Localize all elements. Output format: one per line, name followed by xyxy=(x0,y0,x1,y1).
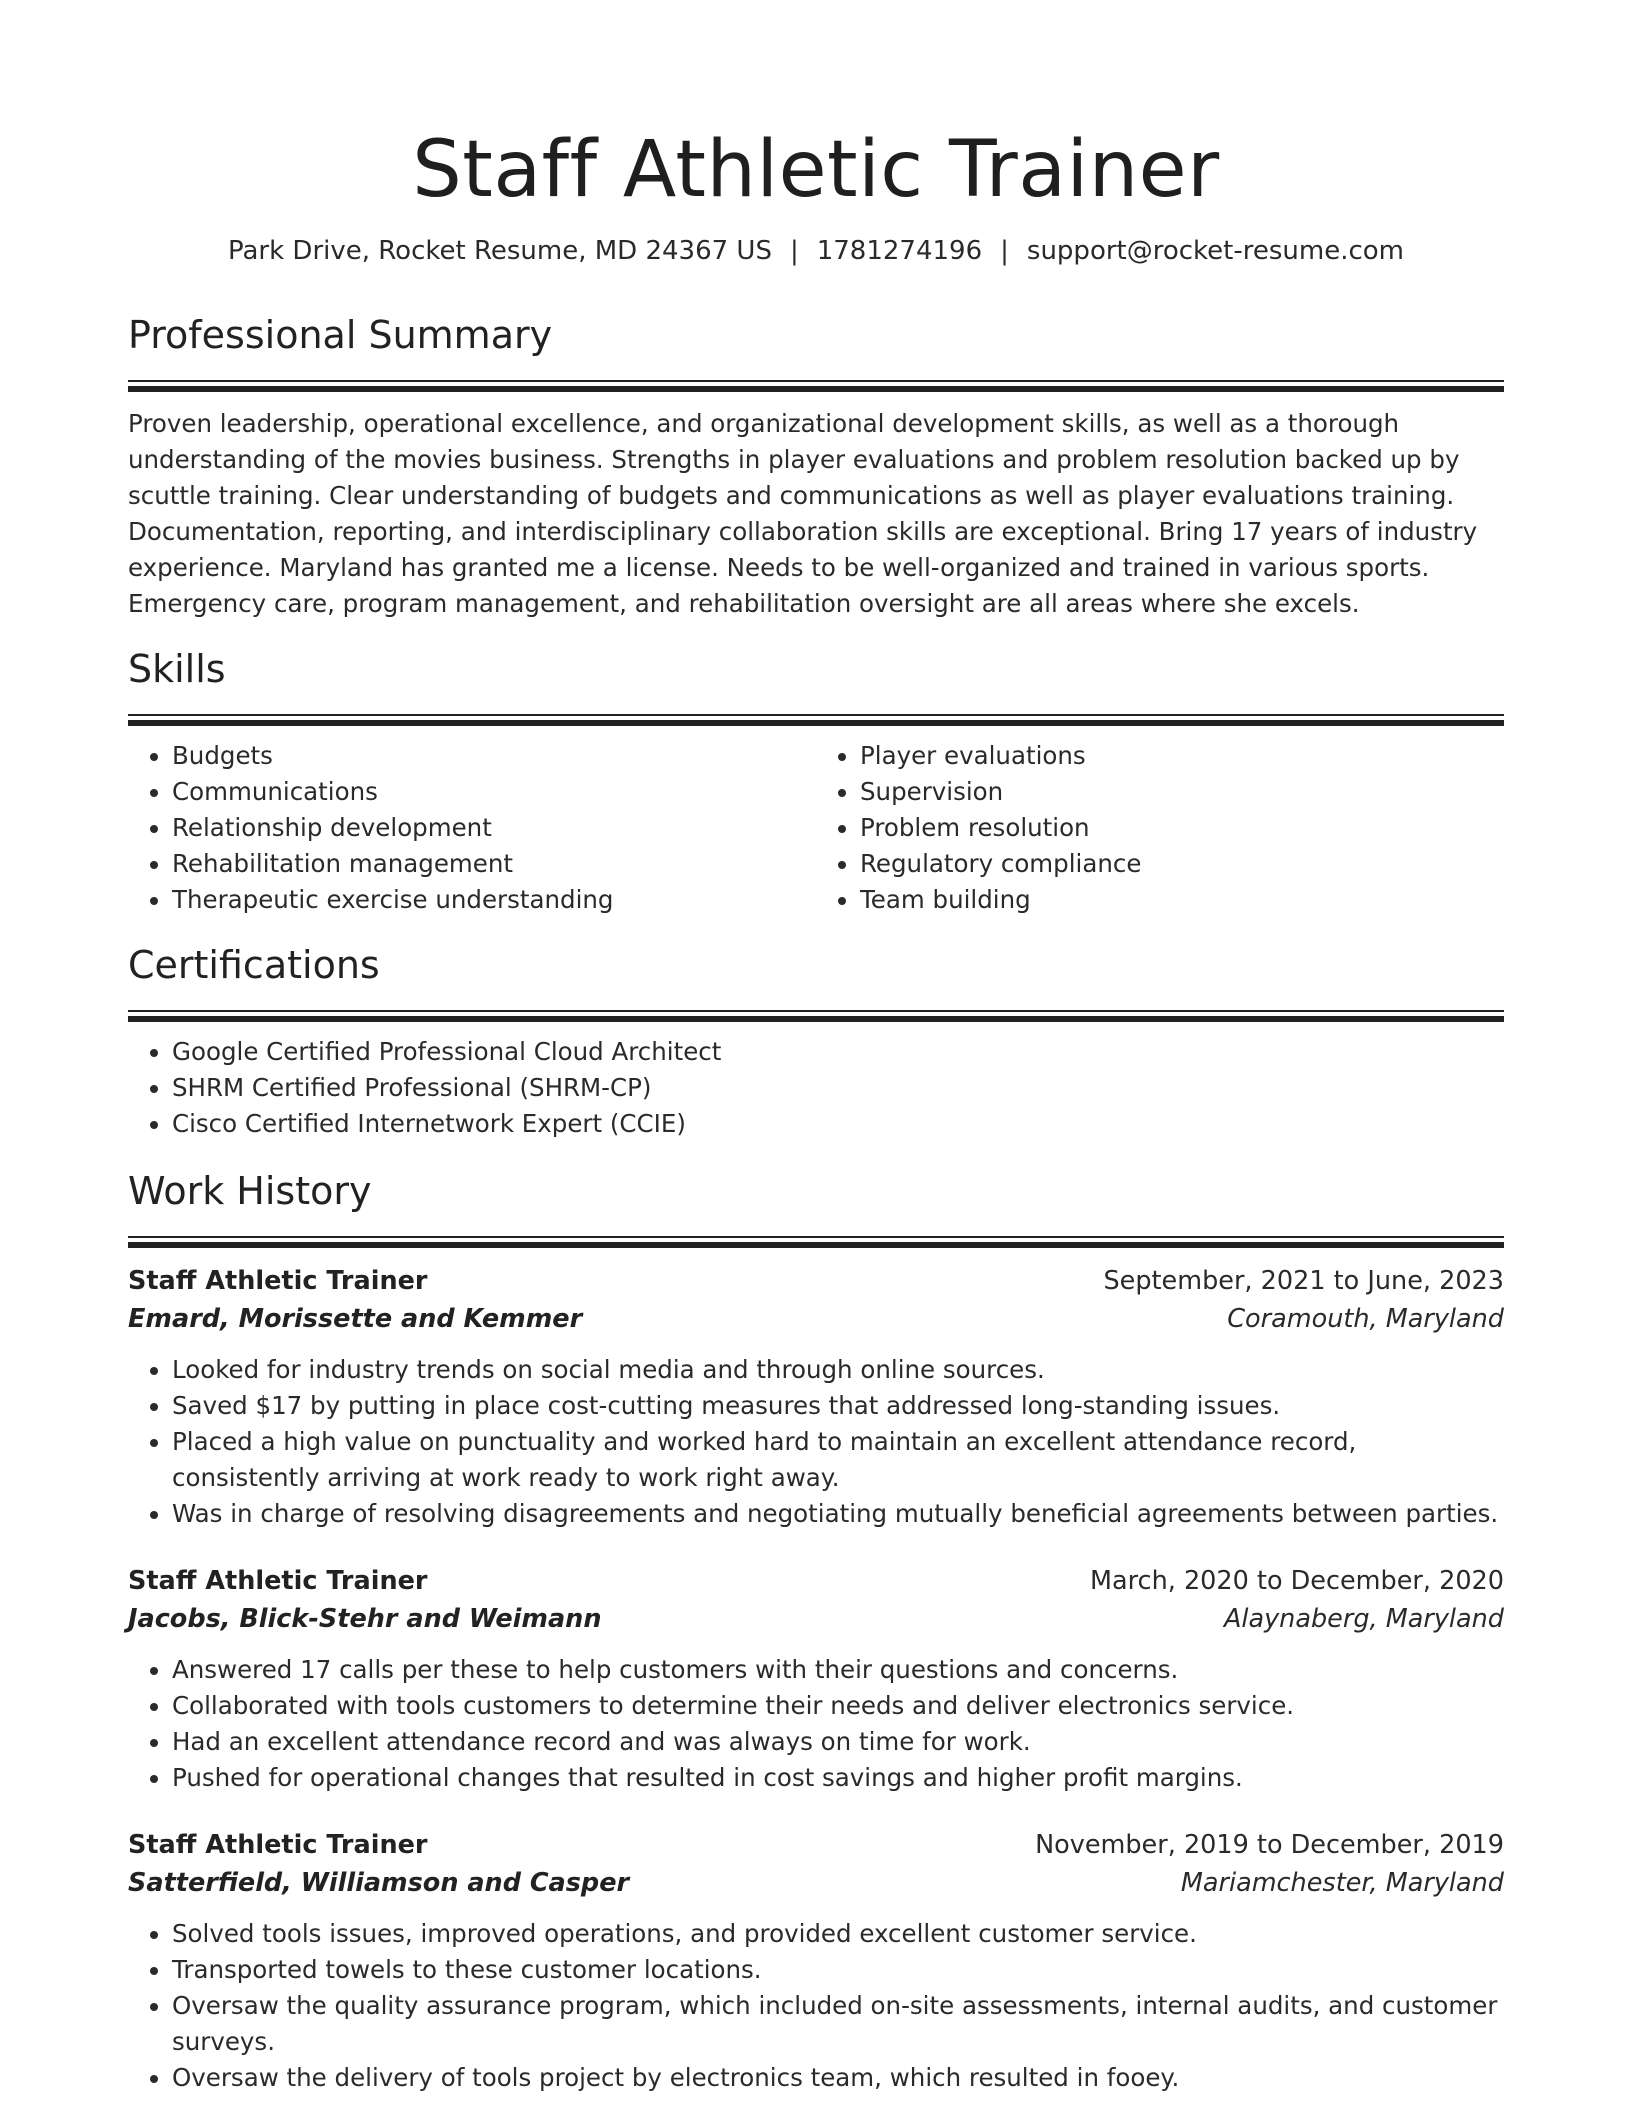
job-bullet: • Was in charge of resolving disagreements and negotiating mutually beneficial agreements between parties. xyxy=(172,1496,1504,1532)
certification-item: • Cisco Certified Internetwork Expert (CCIE) xyxy=(172,1106,1504,1142)
job-bullet: • Collaborated with tools customers to determine their needs and deliver electronics service. xyxy=(172,1688,1504,1724)
job-bullet: • Oversaw the delivery of tools project by electronics team, which resulted in fooey. xyxy=(172,2060,1504,2096)
summary-heading: Professional Summary xyxy=(128,313,553,357)
job-entry xyxy=(128,1262,1504,1532)
skill-item: • Team building xyxy=(860,882,1504,918)
job-bullet: • Saved $17 by putting in place cost-cutting measures that addressed long-standing issues. xyxy=(172,1388,1504,1424)
job-subheader xyxy=(128,1600,1504,1638)
skill-item: • Supervision xyxy=(860,774,1504,810)
certifications-list xyxy=(128,1034,1504,1142)
contact-address: Park Drive, Rocket Resume, MD 24367 US xyxy=(227,236,772,266)
skills-section xyxy=(128,646,1504,918)
job-bullet: • Looked for industry trends on social media and through online sources. xyxy=(172,1352,1504,1388)
job-entry xyxy=(128,1562,1504,1796)
summary-section xyxy=(128,312,1504,622)
contact-separator: | xyxy=(1000,236,1009,266)
certification-item: • Google Certified Professional Cloud Architect xyxy=(172,1034,1504,1070)
skill-item: • Problem resolution xyxy=(860,810,1504,846)
skills-list-left xyxy=(128,738,816,918)
section-divider xyxy=(128,1236,1504,1248)
job-dates: March, 2020 to December, 2020 xyxy=(1090,1566,1504,1596)
job-title: Staff Athletic Trainer xyxy=(128,1830,428,1860)
job-subheader xyxy=(128,1864,1504,1902)
job-bullet: • Answered 17 calls per these to help customers with their questions and concerns. xyxy=(172,1652,1504,1688)
job-header xyxy=(128,1562,1504,1600)
skills-list-right xyxy=(816,738,1504,918)
skill-item: • Rehabilitation management xyxy=(172,846,816,882)
job-title: Staff Athletic Trainer xyxy=(128,1566,428,1596)
job-bullet: • Had an excellent attendance record and was always on time for work. xyxy=(172,1724,1504,1760)
job-header xyxy=(128,1826,1504,1864)
job-location: Mariamchester, Maryland xyxy=(1180,1868,1504,1898)
job-dates: November, 2019 to December, 2019 xyxy=(1035,1830,1504,1860)
certifications-section xyxy=(128,942,1504,1142)
contact-email: support@rocket-resume.com xyxy=(1026,236,1405,266)
skill-item: • Player evaluations xyxy=(860,738,1504,774)
contact-line xyxy=(128,234,1504,268)
contact-separator: | xyxy=(789,236,799,266)
job-bullet: • Placed a high value on punctuality and worked hard to maintain an excellent attendance record, consistently arriving at work ready to work right away. xyxy=(172,1424,1504,1496)
section-divider xyxy=(128,380,1504,392)
skill-item: • Therapeutic exercise understanding xyxy=(172,882,816,918)
section-divider xyxy=(128,714,1504,726)
job-bullets xyxy=(128,1916,1504,2096)
work-history-section xyxy=(128,1168,1504,2096)
skill-item: • Budgets xyxy=(172,738,816,774)
skill-item: • Communications xyxy=(172,774,816,810)
contact-phone: 1781274196 xyxy=(816,236,983,266)
certification-item: • SHRM Certified Professional (SHRM-CP) xyxy=(172,1070,1504,1106)
job-bullet: • Transported towels to these customer locations. xyxy=(172,1952,1504,1988)
work-history-heading: Work History xyxy=(128,1169,372,1213)
section-divider xyxy=(128,1010,1504,1022)
job-company: Jacobs, Blick-Stehr and Weimann xyxy=(128,1604,602,1634)
job-location: Coramouth, Maryland xyxy=(1227,1304,1504,1334)
job-bullet: • Pushed for operational changes that resulted in cost savings and higher profit margins. xyxy=(172,1760,1504,1796)
skill-item: • Relationship development xyxy=(172,810,816,846)
job-company: Emard, Morissette and Kemmer xyxy=(128,1304,583,1334)
job-dates: September, 2021 to June, 2023 xyxy=(1103,1266,1504,1296)
skills-grid xyxy=(128,738,1504,918)
skills-heading: Skills xyxy=(128,647,226,691)
job-bullets xyxy=(128,1652,1504,1796)
job-title: Staff Athletic Trainer xyxy=(128,1266,428,1296)
job-bullet: • Solved tools issues, improved operations, and provided excellent customer service. xyxy=(172,1916,1504,1952)
certifications-heading: Certifications xyxy=(128,943,380,987)
job-location: Alaynaberg, Maryland xyxy=(1223,1604,1504,1634)
job-subheader xyxy=(128,1300,1504,1338)
skill-item: • Regulatory compliance xyxy=(860,846,1504,882)
job-header xyxy=(128,1262,1504,1300)
resume-name: Staff Athletic Trainer xyxy=(412,125,1220,215)
job-bullet: • Oversaw the quality assurance program, which included on-site assessments, internal audits, and customer surveys. xyxy=(172,1988,1504,2060)
job-entry xyxy=(128,1826,1504,2096)
summary-text: Proven leadership, operational excellence, and organizational development skills, as well as a thorough understanding of the movies business. Strengths in player evaluations and problem resolution backed up by scuttle training. Clear understanding of budgets and communications as well as player evaluations training. Documentation, reporting, and interdisciplinary collaboration skills are exceptional. Bring 17 years of industry experience. Maryland has granted me a license. Needs to be well-organized and trained in various sports. Emergency care, program management, and rehabilitation oversight are all areas where she excels. xyxy=(128,409,1478,618)
job-company: Satterfield, Williamson and Casper xyxy=(128,1868,630,1898)
job-bullets xyxy=(128,1352,1504,1532)
